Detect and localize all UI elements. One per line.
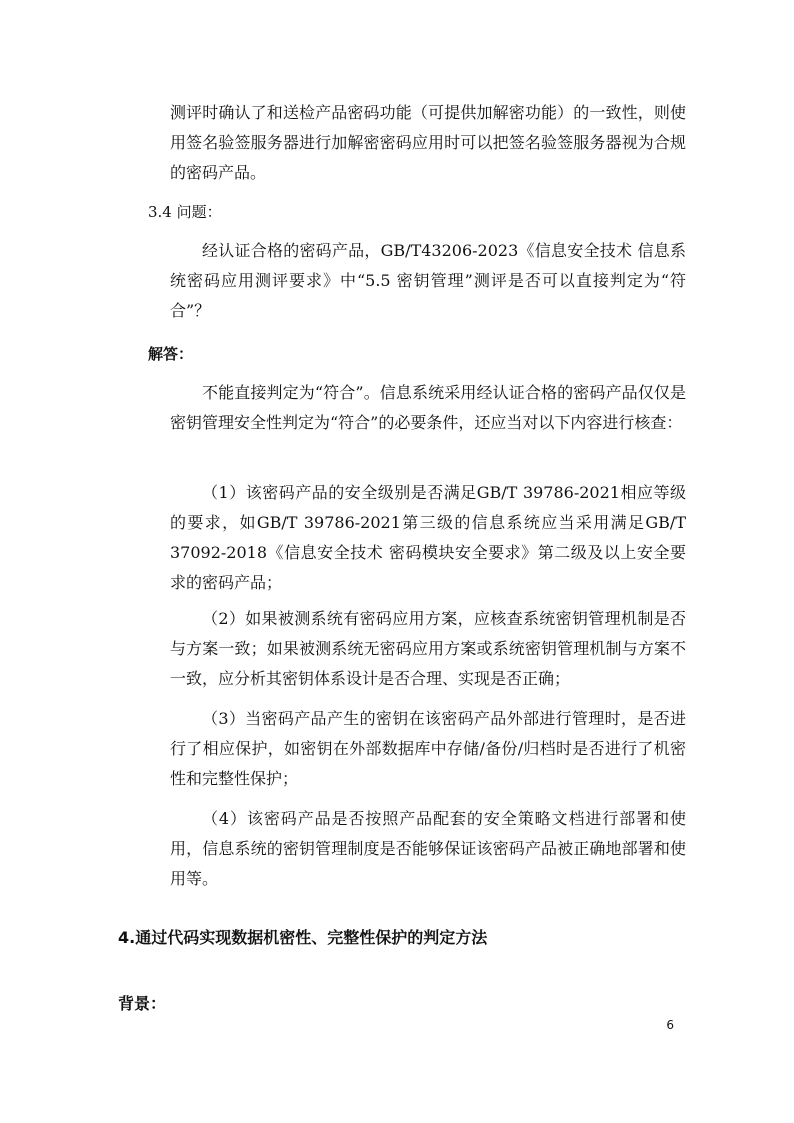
question-text: 经认证合格的密码产品，GB/T43206-2023《信息安全技术 信息系统密码应用测评要求》中“5.5 密钥管理”测评是否可以直接判定为“符合”？ [170, 241, 686, 320]
answer-intro: 不能直接判定为“符合”。信息系统采用经认证合格的密码产品仅仅是密钥管理安全性判定为“符合”的必要条件，还应当对以下内容进行核查： [170, 383, 686, 432]
answer-heading: 解答： [148, 345, 194, 363]
answer-item-4: （4）该密码产品是否按照产品配套的安全策略文档进行部署和使用，信息系统的密钥管理制度是否能够保证该密码产品被正确地部署和使用等。 [170, 809, 686, 888]
answer-item-1: （1）该密码产品的安全级别是否满足GB/T 39786-2021相应等级的要求，如GB/T 39786-2021第三级的信息系统应当采用满足GB/T 37092-2018《信息安全技术 密码模块安全要求》第二级及以上安全要求的密码产品； [170, 483, 686, 592]
page-number: 6 [666, 1018, 674, 1032]
question-heading: 3.4 问题： [148, 203, 222, 221]
paragraph-continuation: 测评时确认了和送检产品密码功能（可提供加解密功能）的一致性，则使用签名验签服务器进行加解密密码应用时可以把签名验签服务器视为合规的密码产品。 [170, 103, 686, 182]
section-4-title: 4.通过代码实现数据机密性、完整性保护的判定方法 [118, 928, 488, 947]
answer-item-3: （3）当密码产品产生的密钥在该密码产品外部进行管理时，是否进行了相应保护，如密钥在外部数据库中存储/备份/归档时是否进行了机密性和完整性保护； [170, 709, 686, 788]
background-label: 背景： [118, 994, 167, 1013]
answer-item-2: （2）如果被测系统有密码应用方案，应核查系统密钥管理机制是否与方案一致；如果被测系统无密码应用方案或系统密钥管理机制与方案不一致，应分析其密钥体系设计是否合理、实现是否正确； [170, 609, 686, 688]
